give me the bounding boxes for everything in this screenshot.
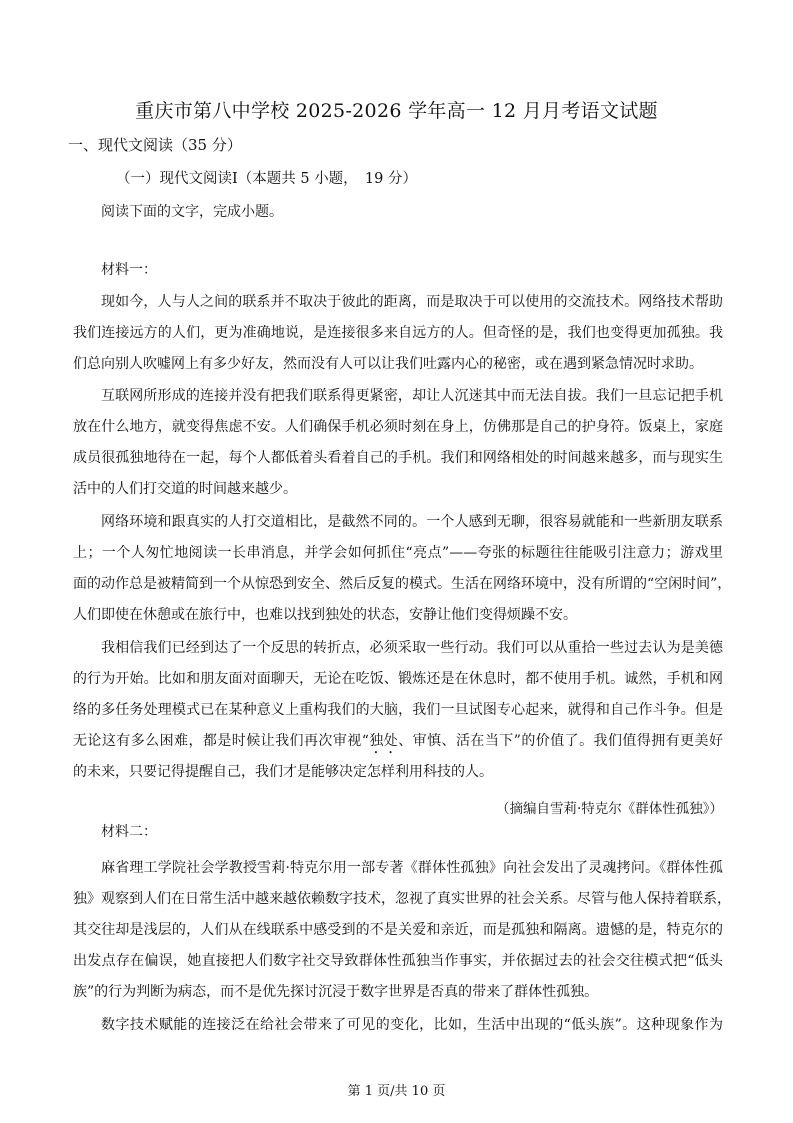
text-line: 面的动作总是被精简到一个从惊恐到安全、然后反复的模式。生活在网络环境中，没有所谓的“空闲时间”， [73,576,732,592]
text-segment: 无论这有多么困难，都是时候让我们再次审视“ [73,733,369,749]
material-2-label [73,817,723,848]
text-line: 现如今，人与人之间的联系并不取决于彼此的距离，而是取决于可以使用的交流技术。网络技术帮助 [101,294,723,310]
text-line: 数字技术赋能的连接泛在给社会带来了可见的变化，比如，生活中出现的“低头族”。这种现象作为 [101,1017,723,1033]
text-line: 成员很孤独地待在一起，每个人都低着头看着自己的手机。我们和网络相处的时间越来越多，而与现实生 [73,450,723,466]
material-1-paragraph-2 [73,381,723,505]
text-line: 我相信我们已经到达了一个反思的转折点，必须采取一些行动。我们可以从重拾一些过去认为是美德 [101,640,723,656]
document-title: 重庆市第八中学校 2025-2026 学年高一 12 月月考语文试题 [135,100,658,122]
text-line: 其交往却是浅层的，人们从在线联系中感受到的不是关爱和亲近，而是孤独和隔离。遗憾的是，特克尔的 [73,922,723,938]
source-citation: （摘编自雪莉·特克尔《群体性孤独》） [495,801,723,817]
instruction-text: 阅读下面的文字，完成小题。 [101,204,283,220]
page-footer: 第 1 页/共 10 页 [347,1084,446,1099]
text-line: 互联网所形成的连接并没有把我们联系得更紧密，却让人沉迷其中而无法自拔。我们一旦忘记把手机 [101,388,723,404]
text-line: 放在什么地方，就变得焦虑不安。人们确保手机必须时刻在身上，仿佛那是自己的护身符。饭桌上，家庭 [73,419,723,435]
text-line: 族”的行为判断为病态，而不是优先探讨沉浸于数字世界是否真的带来了群体性孤独。 [73,984,599,1000]
text-line: 的未来，只要记得提醒自己，我们才是能够决定怎样利用科技的人。 [73,764,493,780]
emphasized-term: 独处 [368,733,399,749]
material-2-label-text: 材料二： [101,824,157,840]
subsection-heading: （一）现代文阅读Ⅰ（本题共 5 小题， 19 分） [116,171,417,187]
text-line: 们总向别人吹嘘网上有多少好友，然而没有人可以让我们吐露内心的秘密，或在遇到紧急情况时求助。 [73,356,703,372]
section-heading: 一、现代文阅读（35 分） [68,136,242,154]
text-line: 我们连接远方的人们，更为准确地说，是连接很多来自远方的人。但奇怪的是，我们也变得更加孤独。我 [73,325,723,341]
text-line [73,726,723,757]
text-line: 人们即使在休憩或在旅行中，也难以找到独处的状态，安静让他们变得烦躁不安。 [73,607,577,623]
material-2-paragraph-2 [73,1010,723,1041]
text-segment: 、审慎、活在当下”的价值了。我们值得拥有更美好 [398,733,723,749]
material-1-paragraph-4 [73,633,723,788]
text-line: 出发点存在偏误，她直接把人们数字社交导致群体性孤独当作事实，并依据过去的社会交往模式把“低头 [73,953,723,969]
material-1-paragraph-3 [73,507,732,631]
text-line: 的行为开始。比如和朋友面对面聊天，无论在吃饭、锻炼还是在休息时，都不使用手机。诚然，手机和网 [73,671,723,687]
text-line: 络的多任务处理模式已在某种意义上重构我们的大脑，我们一旦试图专心起来，就得和自己作斗争。但是 [73,702,723,718]
material-1-label-text: 材料一： [101,262,157,278]
material-1-paragraph-1 [73,257,723,380]
text-line: 麻省理工学院社会学教授雪莉·特克尔用一部专著《群体性孤独》向社会发出了灵魂拷问。《群体性孤 [101,860,723,876]
text-line: 独》观察到人们在日常生活中越来越依赖数字技术，忽视了真实世界的社会关系。尽管与他人保持着联系， [73,891,731,907]
text-line: 上；一个人匆忙地阅读一长串消息，并学会如何抓住“亮点”——夸张的标题往往能吸引注意力；游戏里 [73,545,723,561]
material-2-paragraph-1 [73,853,731,1008]
text-line: 活中的人们打交道的时间越来越少。 [73,481,297,497]
text-line: 网络环境和跟真实的人打交道相比，是截然不同的。一个人感到无聊，很容易就能和一些新朋友联系 [101,514,723,530]
instruction [73,197,723,228]
